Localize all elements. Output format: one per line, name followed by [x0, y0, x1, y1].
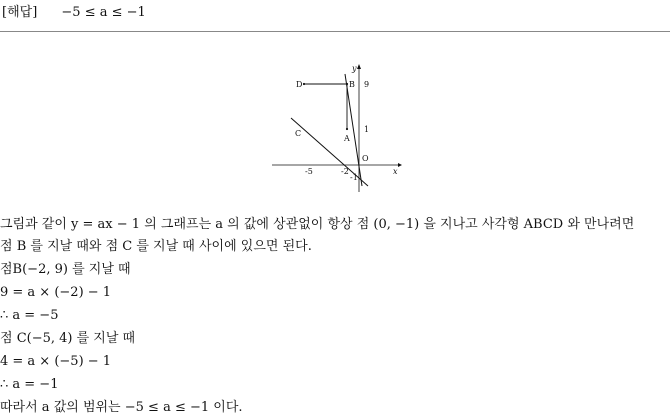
tick-minus-2: -2	[341, 167, 349, 176]
label-a: A	[344, 134, 350, 143]
tick-9: 9	[364, 80, 370, 89]
solution-line: 4 = a × (−5) − 1	[0, 354, 112, 369]
solution-line: 점 B 를 지날 때와 점 C 를 지날 때 사이에 있으면 된다.	[0, 239, 312, 254]
label-y: y	[352, 64, 357, 73]
answer-value: −5 ≤ a ≤ −1	[61, 5, 146, 20]
answer-header	[2, 1, 146, 20]
divider	[0, 31, 670, 32]
label-d: D	[296, 80, 303, 89]
tick-minus-5: -5	[305, 167, 313, 176]
solution-line: 그림과 같이 y = ax − 1 의 그래프는 a 의 값에 상관없이 항상 점 (0, −1) 을 지나고 사각형 ABCD 와 만나려면	[0, 217, 635, 232]
label-b: B	[349, 80, 355, 89]
label-c: C	[295, 129, 302, 138]
label-o: O	[362, 154, 369, 163]
coordinate-figure	[270, 62, 410, 194]
y-axis-arrow	[357, 64, 361, 69]
x-axis-arrow	[398, 163, 402, 167]
solution-text	[0, 213, 670, 419]
answer-label: [해답]	[2, 5, 38, 20]
solution-line: 따라서 a 값의 범위는 −5 ≤ a ≤ −1 이다.	[0, 400, 243, 415]
solution-line: ∴ a = −5	[0, 308, 59, 323]
solution-line: 점 C(−5, 4) 를 지날 때	[0, 331, 136, 346]
label-x: x	[393, 167, 398, 176]
point-d	[303, 83, 305, 85]
point-a	[346, 128, 348, 130]
point-b	[346, 83, 348, 85]
tick-minus-1: -1	[350, 173, 358, 182]
solution-line: ∴ a = −1	[0, 377, 59, 392]
tick-1-y: 1	[364, 125, 370, 134]
solution-line: 점B(−2, 9) 를 지날 때	[0, 262, 131, 277]
solution-line: 9 = a × (−2) − 1	[0, 285, 112, 300]
